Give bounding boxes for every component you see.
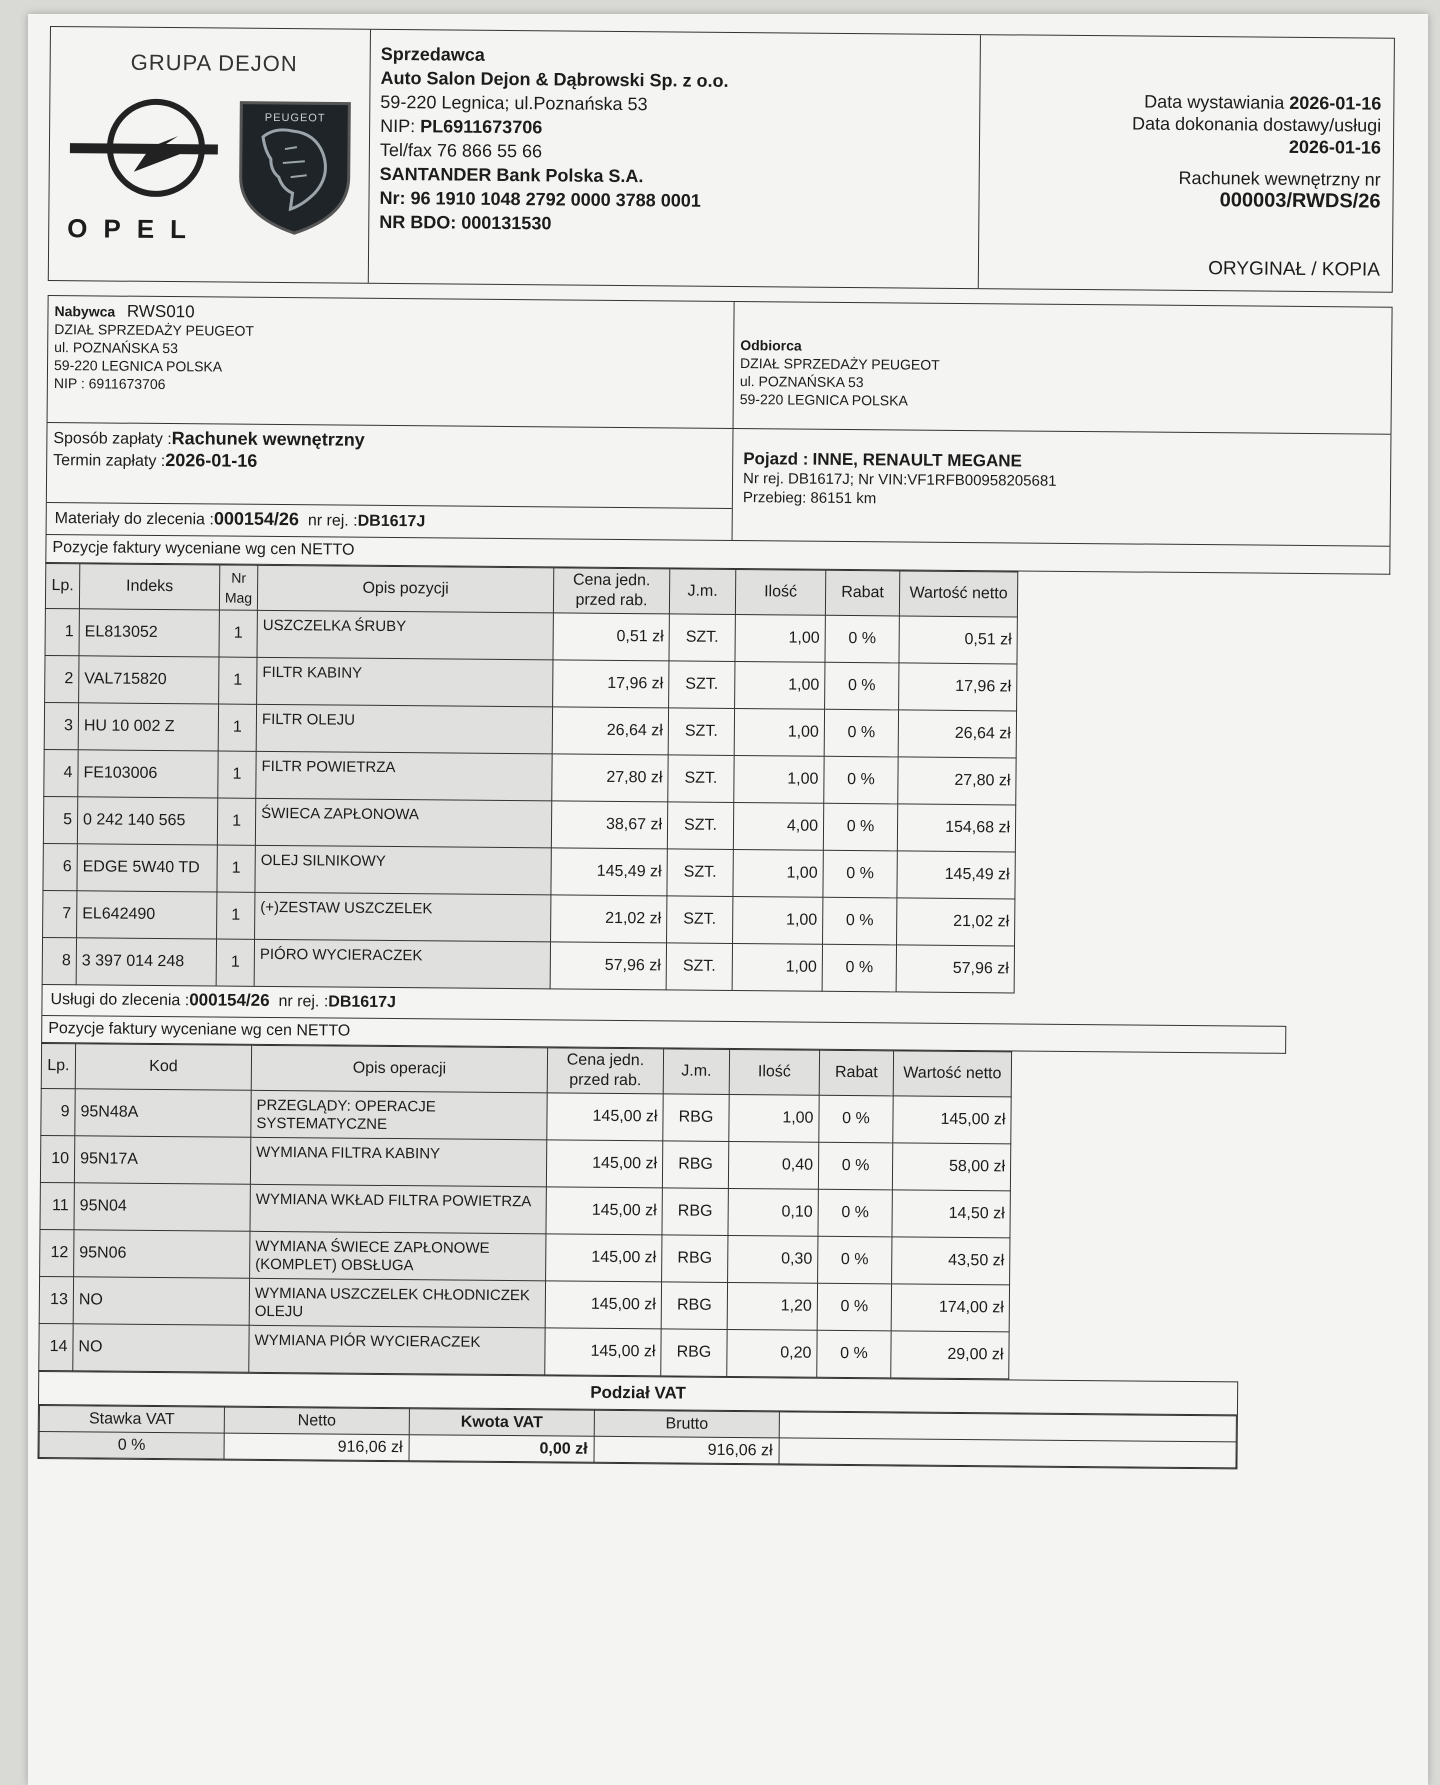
row-qty: 0,20 — [727, 1329, 817, 1377]
row-index: 3 397 014 248 — [76, 938, 216, 986]
row-desc: WYMIANA PIÓR WYCIERACZEK — [249, 1325, 545, 1375]
row-price: 38,67 zł — [551, 801, 667, 849]
row-unit: SZT. — [666, 943, 732, 991]
row-mag: 1 — [218, 704, 256, 751]
row-unit: RBG — [662, 1188, 728, 1236]
dates-panel — [979, 35, 1394, 292]
svc-col-discount: Rabat — [819, 1050, 893, 1096]
row-index: HU 10 002 Z — [78, 703, 218, 751]
materials-reg-label: nr rej. : — [307, 512, 358, 530]
row-discount: 0 % — [818, 1189, 892, 1237]
row-value: 57,96 zł — [896, 945, 1014, 993]
row-value: 145,49 zł — [897, 851, 1015, 899]
vat-table — [39, 1405, 1237, 1468]
row-qty: 1,20 — [727, 1282, 817, 1330]
row-value: 174,00 zł — [891, 1284, 1009, 1332]
delivery-date-label: Data dokonania dostawy/usługi — [1131, 113, 1382, 136]
row-discount: 0 % — [824, 709, 898, 757]
seller-address: 59-220 Legnica; ul.Poznańska 53 — [380, 91, 648, 115]
services-row — [40, 1229, 1010, 1284]
vat-gross: 916,06 zł — [594, 1436, 779, 1464]
row-discount: 0 % — [823, 897, 897, 945]
document-label: Rachunek wewnętrzny nr — [1178, 167, 1381, 190]
row-lp: 4 — [44, 749, 78, 796]
row-desc: FILTR OLEJU — [256, 704, 552, 754]
row-discount: 0 % — [817, 1283, 891, 1331]
row-price: 21,02 zł — [551, 895, 667, 943]
row-unit: SZT. — [667, 896, 733, 944]
row-discount: 0 % — [818, 1236, 892, 1284]
row-desc: WYMIANA USZCZELEK CHŁODNICZEK OLEJU — [249, 1278, 545, 1328]
vat-net-label: Netto — [224, 1407, 409, 1435]
vat-empty-cell — [779, 1412, 1236, 1442]
row-qty: 0,30 — [728, 1235, 818, 1283]
services-section-title: Pozycje faktury wyceniane wg cen NETTO — [41, 1015, 1286, 1054]
row-index: 0 242 140 565 — [77, 797, 217, 845]
seller-nip-label: NIP: — [380, 115, 416, 137]
row-desc: (+)ZESTAW USZCZELEK — [255, 892, 551, 942]
original-copy-label: ORYGINAŁ / KOPIA — [1208, 258, 1381, 281]
materials-label: Materiały do zlecenia : — [54, 510, 214, 529]
row-mag: 1 — [218, 751, 256, 798]
row-index: VAL715820 — [79, 656, 219, 704]
seller-nip-value: PL6911673706 — [420, 116, 543, 138]
row-qty: 1,00 — [733, 896, 823, 944]
row-lp: 6 — [43, 843, 77, 890]
services-body — [39, 1088, 1011, 1378]
row-unit: RBG — [661, 1282, 727, 1330]
row-unit: SZT. — [667, 849, 733, 897]
row-price: 26,64 zł — [552, 707, 668, 755]
logos-panel — [49, 27, 371, 283]
row-discount: 0 % — [823, 803, 897, 851]
materials-reg: DB1617J — [357, 512, 426, 531]
row-desc: WYMIANA ŚWIECE ZAPŁONOWE (KOMPLET) OBSŁUGA — [250, 1231, 546, 1281]
buyer-panel — [48, 296, 735, 428]
col-value: Wartość netto — [899, 571, 1017, 617]
invoice-header — [48, 26, 1395, 293]
row-value: 14,50 zł — [892, 1190, 1010, 1238]
col-lp: Lp. — [45, 563, 79, 608]
row-unit: SZT. — [669, 661, 735, 709]
services-table — [38, 1043, 1012, 1379]
row-desc: FILTR POWIETRZA — [256, 751, 552, 801]
row-index: EL813052 — [79, 609, 219, 657]
issue-date-label: Data wystawiania — [1144, 91, 1285, 113]
row-code: 95N48A — [75, 1089, 251, 1138]
materials-order: 000154/26 — [213, 508, 300, 530]
row-value: 145,00 zł — [893, 1096, 1011, 1144]
opel-wordmark: OPEL — [67, 213, 203, 245]
row-qty: 4,00 — [733, 802, 823, 850]
receiver-label: Odbiorca — [740, 337, 802, 354]
row-unit: SZT. — [668, 755, 734, 803]
row-value: 27,80 zł — [898, 757, 1016, 805]
receiver-line2: ul. POZNAŃSKA 53 — [739, 373, 864, 391]
vat-title: Podział VAT — [39, 1372, 1237, 1415]
row-unit: SZT. — [667, 802, 733, 850]
row-lp: 3 — [44, 702, 78, 749]
row-mag: 1 — [217, 892, 255, 939]
seller-name: Auto Salon Dejon & Dąbrowski Sp. z o.o. — [380, 67, 729, 91]
row-lp: 2 — [45, 655, 79, 702]
materials-row — [45, 655, 1017, 710]
row-unit: RBG — [662, 1235, 728, 1283]
row-unit: RBG — [661, 1329, 727, 1377]
vehicle-panel — [733, 429, 1391, 546]
svc-col-value: Wartość netto — [893, 1051, 1011, 1097]
row-qty: 1,00 — [733, 849, 823, 897]
vehicle-name: INNE, RENAULT MEGANE — [812, 449, 1023, 471]
svc-col-code: Kod — [75, 1044, 251, 1091]
delivery-date: 2026-01-16 — [1288, 136, 1382, 158]
row-desc: WYMIANA WKŁAD FILTRA POWIETRZA — [250, 1184, 546, 1234]
row-desc: PRZEGLĄDY: OPERACJE SYSTEMATYCZNE — [251, 1090, 547, 1140]
seller-bank: SANTANDER Bank Polska S.A. — [379, 163, 644, 187]
payment-terms — [47, 423, 732, 481]
row-value: 26,64 zł — [898, 710, 1016, 758]
row-discount: 0 % — [818, 1142, 892, 1190]
row-price: 27,80 zł — [552, 754, 668, 802]
row-price: 145,00 zł — [545, 1281, 661, 1329]
row-lp: 5 — [43, 796, 77, 843]
buyer-line1: DZIAŁ SPRZEDAŻY PEUGEOT — [54, 321, 255, 339]
services-row — [40, 1182, 1010, 1237]
row-price: 57,96 zł — [550, 942, 666, 990]
payment-section — [46, 423, 1392, 547]
services-order: 000154/26 — [189, 990, 270, 1010]
svc-col-lp: Lp. — [41, 1043, 75, 1088]
materials-row — [42, 937, 1014, 992]
row-qty: 1,00 — [729, 1094, 819, 1142]
buyer-nip: NIP : 6911673706 — [53, 375, 166, 393]
row-value: 154,68 zł — [897, 804, 1015, 852]
row-index: EDGE 5W40 TD — [77, 844, 217, 892]
services-reg-label: nr rej. : — [278, 993, 329, 1011]
buyer-code: RWS010 — [126, 301, 195, 322]
row-discount: 0 % — [817, 1330, 891, 1378]
group-name: GRUPA DEJON — [130, 49, 298, 77]
services-row — [41, 1088, 1011, 1143]
row-index: EL642490 — [77, 891, 217, 939]
payment-method-label: Sposób zapłaty : — [53, 430, 172, 449]
buyer-line2: ul. POZNAŃSKA 53 — [54, 339, 178, 357]
materials-row — [44, 702, 1016, 757]
opel-logo-icon — [67, 97, 218, 208]
issue-date: 2026-01-16 — [1289, 92, 1382, 114]
row-desc: WYMIANA FILTRA KABINY — [250, 1137, 546, 1187]
vat-summary — [37, 1371, 1238, 1469]
svc-col-price: Cena jedn. przed rab. — [547, 1048, 663, 1094]
row-code: NO — [73, 1324, 249, 1373]
row-unit: SZT. — [668, 708, 734, 756]
row-qty: 1,00 — [732, 943, 822, 991]
row-mag: 1 — [219, 657, 257, 704]
materials-row — [43, 843, 1015, 898]
row-lp: 1 — [45, 608, 79, 655]
row-price: 145,00 zł — [547, 1093, 663, 1141]
row-desc: USZCZELKA ŚRUBY — [257, 610, 553, 660]
row-value: 29,00 zł — [891, 1331, 1009, 1379]
col-discount: Rabat — [825, 570, 899, 616]
payment-method: Rachunek wewnętrzny — [171, 428, 365, 450]
row-discount: 0 % — [824, 756, 898, 804]
payment-term-line — [53, 449, 726, 477]
row-code: 95N06 — [74, 1230, 250, 1279]
materials-row — [43, 796, 1015, 851]
row-value: 17,96 zł — [899, 663, 1017, 711]
paper-sheet — [28, 14, 1428, 1785]
row-value: 21,02 zł — [897, 898, 1015, 946]
row-unit: RBG — [663, 1094, 729, 1142]
buyer-label: Nabywca — [54, 303, 116, 320]
row-mag: 1 — [217, 845, 255, 892]
svc-col-desc: Opis operacji — [251, 1045, 547, 1093]
row-lp: 9 — [41, 1088, 75, 1135]
receiver-line3: 59-220 LEGNICA POLSKA — [739, 391, 908, 409]
row-price: 0,51 zł — [553, 613, 669, 661]
row-qty: 1,00 — [735, 615, 825, 663]
vehicle-label: Pojazd : — [743, 449, 809, 469]
row-desc: PIÓRO WYCIERACZEK — [254, 939, 550, 989]
materials-row — [43, 890, 1015, 945]
row-mag: 1 — [217, 798, 255, 845]
materials-body — [42, 608, 1017, 992]
row-index: FE103006 — [78, 750, 218, 798]
vat-rate-label: Stawka VAT — [39, 1405, 224, 1433]
services-row — [40, 1135, 1010, 1190]
vat-gross-label: Brutto — [594, 1410, 779, 1438]
payment-panel — [47, 423, 734, 540]
row-unit: RBG — [662, 1141, 728, 1189]
col-desc: Opis pozycji — [257, 565, 553, 613]
row-desc: ŚWIECA ZAPŁONOWA — [255, 798, 551, 848]
row-mag: 1 — [216, 939, 254, 986]
materials-table — [42, 563, 1019, 993]
row-discount: 0 % — [825, 615, 899, 663]
seller-bdo: NR BDO: 000131530 — [379, 211, 552, 234]
vat-rate: 0 % — [39, 1431, 224, 1459]
row-qty: 0,40 — [728, 1141, 818, 1189]
row-lp: 14 — [39, 1323, 73, 1370]
payment-term-label: Termin zapłaty : — [53, 452, 166, 471]
parties-section — [47, 295, 1393, 435]
document-number: 000003/RWDS/26 — [1219, 189, 1381, 213]
seller-label: Sprzedawca — [380, 43, 485, 65]
row-discount: 0 % — [823, 850, 897, 898]
row-lp: 10 — [40, 1135, 74, 1182]
materials-section-title: Pozycje faktury wyceniane wg cen NETTO — [45, 535, 1390, 575]
services-row — [39, 1276, 1009, 1331]
seller-tel: Tel/fax 76 866 55 66 — [379, 139, 543, 162]
row-value: 58,00 zł — [892, 1143, 1010, 1191]
row-value: 0,51 zł — [899, 616, 1017, 664]
services-row — [39, 1323, 1009, 1378]
buyer-line3: 59-220 LEGNICA POLSKA — [53, 357, 223, 375]
row-code: 95N04 — [74, 1183, 250, 1232]
row-lp: 8 — [42, 937, 76, 984]
row-unit: SZT. — [669, 614, 735, 662]
col-mag: Nr Mag — [219, 565, 257, 610]
row-code: 95N17A — [74, 1136, 250, 1185]
col-qty: Ilość — [735, 570, 825, 616]
vehicle-mileage: Przebieg: 86151 km — [742, 489, 877, 508]
row-price: 145,00 zł — [545, 1328, 661, 1376]
row-lp: 13 — [39, 1276, 73, 1323]
payment-term: 2026-01-16 — [165, 450, 258, 471]
seller-account: Nr: 96 1910 1048 2792 0000 3788 0001 — [379, 187, 701, 211]
receiver-panel — [734, 302, 1392, 434]
row-code: NO — [73, 1277, 249, 1326]
materials-row — [45, 608, 1017, 663]
row-price: 145,00 zł — [546, 1234, 662, 1282]
peugeot-logo-icon — [234, 97, 355, 238]
svc-col-qty: Ilość — [729, 1049, 819, 1095]
row-lp: 11 — [40, 1182, 74, 1229]
receiver-line1: DZIAŁ SPRZEDAŻY PEUGEOT — [740, 355, 940, 373]
row-qty: 0,10 — [728, 1188, 818, 1236]
row-value: 43,50 zł — [892, 1237, 1010, 1285]
row-lp: 12 — [40, 1229, 74, 1276]
row-desc: OLEJ SILNIKOWY — [255, 845, 551, 895]
row-discount: 0 % — [822, 944, 896, 992]
row-price: 17,96 zł — [553, 660, 669, 708]
row-discount: 0 % — [819, 1095, 893, 1143]
col-price: Cena jedn. przed rab. — [553, 568, 669, 614]
materials-row — [44, 749, 1016, 804]
vat-net: 916,06 zł — [224, 1433, 409, 1461]
row-price: 145,00 zł — [546, 1140, 662, 1188]
vehicle-reg: Nr rej. DB1617J; Nr VIN:VF1RFB00958205681 — [743, 470, 1057, 490]
svc-col-unit: J.m. — [663, 1049, 729, 1095]
row-price: 145,49 zł — [551, 848, 667, 896]
row-qty: 1,00 — [734, 708, 824, 756]
materials-order-bar — [47, 502, 732, 540]
vat-amount-label: Kwota VAT — [409, 1409, 594, 1437]
row-discount: 0 % — [825, 662, 899, 710]
row-mag: 1 — [219, 610, 257, 657]
row-price: 145,00 zł — [546, 1187, 662, 1235]
row-qty: 1,00 — [734, 755, 824, 803]
col-unit: J.m. — [669, 569, 735, 615]
col-index: Indeks — [79, 564, 219, 610]
row-desc: FILTR KABINY — [257, 657, 553, 707]
peugeot-wordmark: PEUGEOT — [264, 111, 326, 125]
row-qty: 1,00 — [735, 662, 825, 710]
row-lp: 7 — [43, 890, 77, 937]
services-label: Usługi do zlecenia : — [50, 991, 190, 1010]
vat-empty-cell — [779, 1438, 1236, 1468]
invoice-document — [37, 26, 1394, 1471]
services-reg: DB1617J — [328, 993, 396, 1012]
vat-amount: 0,00 zł — [409, 1435, 594, 1463]
seller-panel — [369, 30, 981, 288]
